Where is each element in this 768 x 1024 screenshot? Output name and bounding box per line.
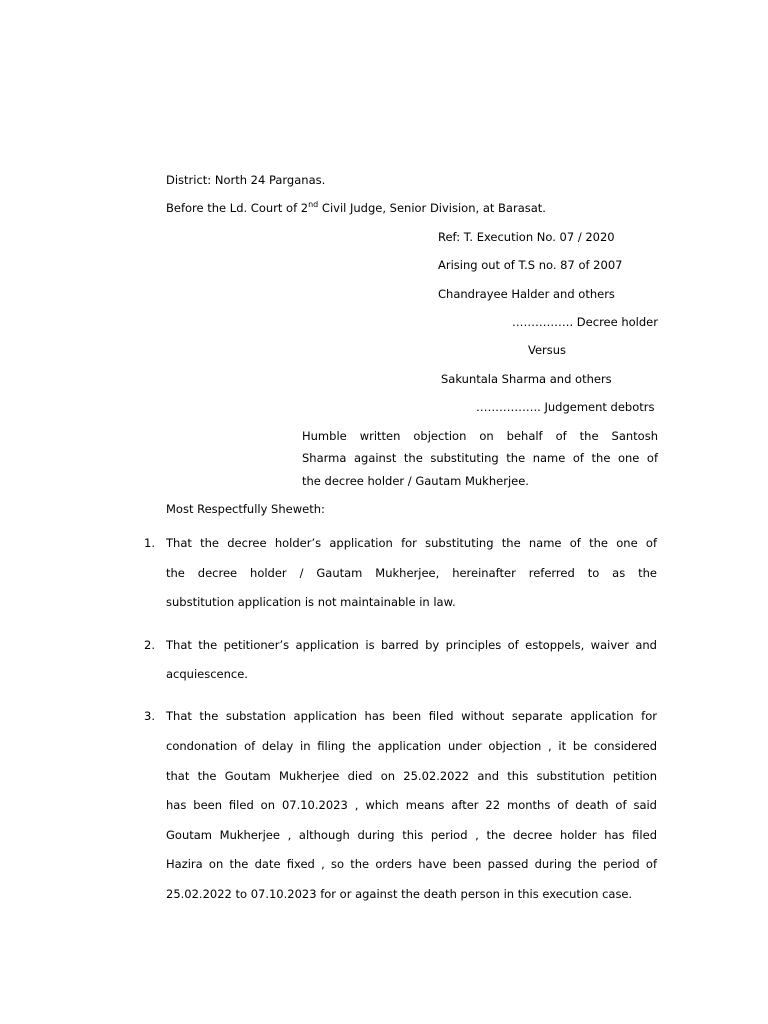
court-prefix: Before the Ld. Court of 2 (166, 201, 309, 215)
point-number: 1. (144, 536, 155, 550)
debtor-name: Sakuntala Sharma and others (441, 372, 612, 386)
objection-line-1: Humble written objection on behalf of the Santosh (302, 429, 658, 443)
point-1-line-1: That the decree holder’s application for substituting the name of the one of (166, 536, 657, 550)
versus-label: Versus (528, 343, 567, 357)
court-line (166, 200, 546, 216)
objection-line-3: the decree holder / Gautam Mukherjee. (302, 474, 529, 488)
point-2-line-1: That the petitioner’s application is barred by principles of estoppels, waiver and (166, 638, 657, 652)
point-3-line-7: 25.02.2022 to 07.10.2023 for or against the death person in this execution case. (166, 887, 633, 901)
district-line: District: North 24 Parganas. (166, 173, 326, 187)
debtor-label: …………….. Judgement debotrs (476, 400, 655, 414)
arising-out-of: Arising out of T.S no. 87 of 2007 (438, 258, 623, 272)
point-3-line-1: That the substation application has been filed without separate application for (166, 709, 657, 723)
point-3-line-4: has been filed on 07.10.2023 , which means after 22 months of death of said (166, 798, 657, 812)
point-number: 3. (144, 709, 155, 723)
point-1-line-2: the decree holder / Gautam Mukherjee, hereinafter referred to as the (166, 566, 657, 580)
point-3-line-5: Goutam Mukherjee , although during this period , the decree holder has filed (166, 828, 657, 842)
execution-ref: Ref: T. Execution No. 07 / 2020 (438, 230, 615, 244)
point-number: 2. (144, 638, 155, 652)
point-1-line-3: substitution application is not maintainable in law. (166, 595, 456, 609)
point-3-line-2: condonation of delay in filing the application under objection , it be considered (166, 739, 657, 753)
objection-line-2: Sharma against the substituting the name of the one of (302, 451, 658, 465)
point-3-line-3: that the Goutam Mukherjee died on 25.02.2022 and this substitution petition (166, 769, 657, 783)
salutation: Most Respectfully Sheweth: (166, 502, 325, 516)
point-2-line-2: acquiescence. (166, 667, 248, 681)
point-3-line-6: Hazira on the date fixed , so the orders have been passed during the period of (166, 857, 657, 871)
court-superscript: nd (308, 200, 319, 210)
decree-holder-name: Chandrayee Halder and others (438, 287, 615, 301)
court-suffix: Civil Judge, Senior Division, at Barasat. (318, 201, 546, 215)
decree-holder-label: ……………. Decree holder (512, 315, 658, 329)
